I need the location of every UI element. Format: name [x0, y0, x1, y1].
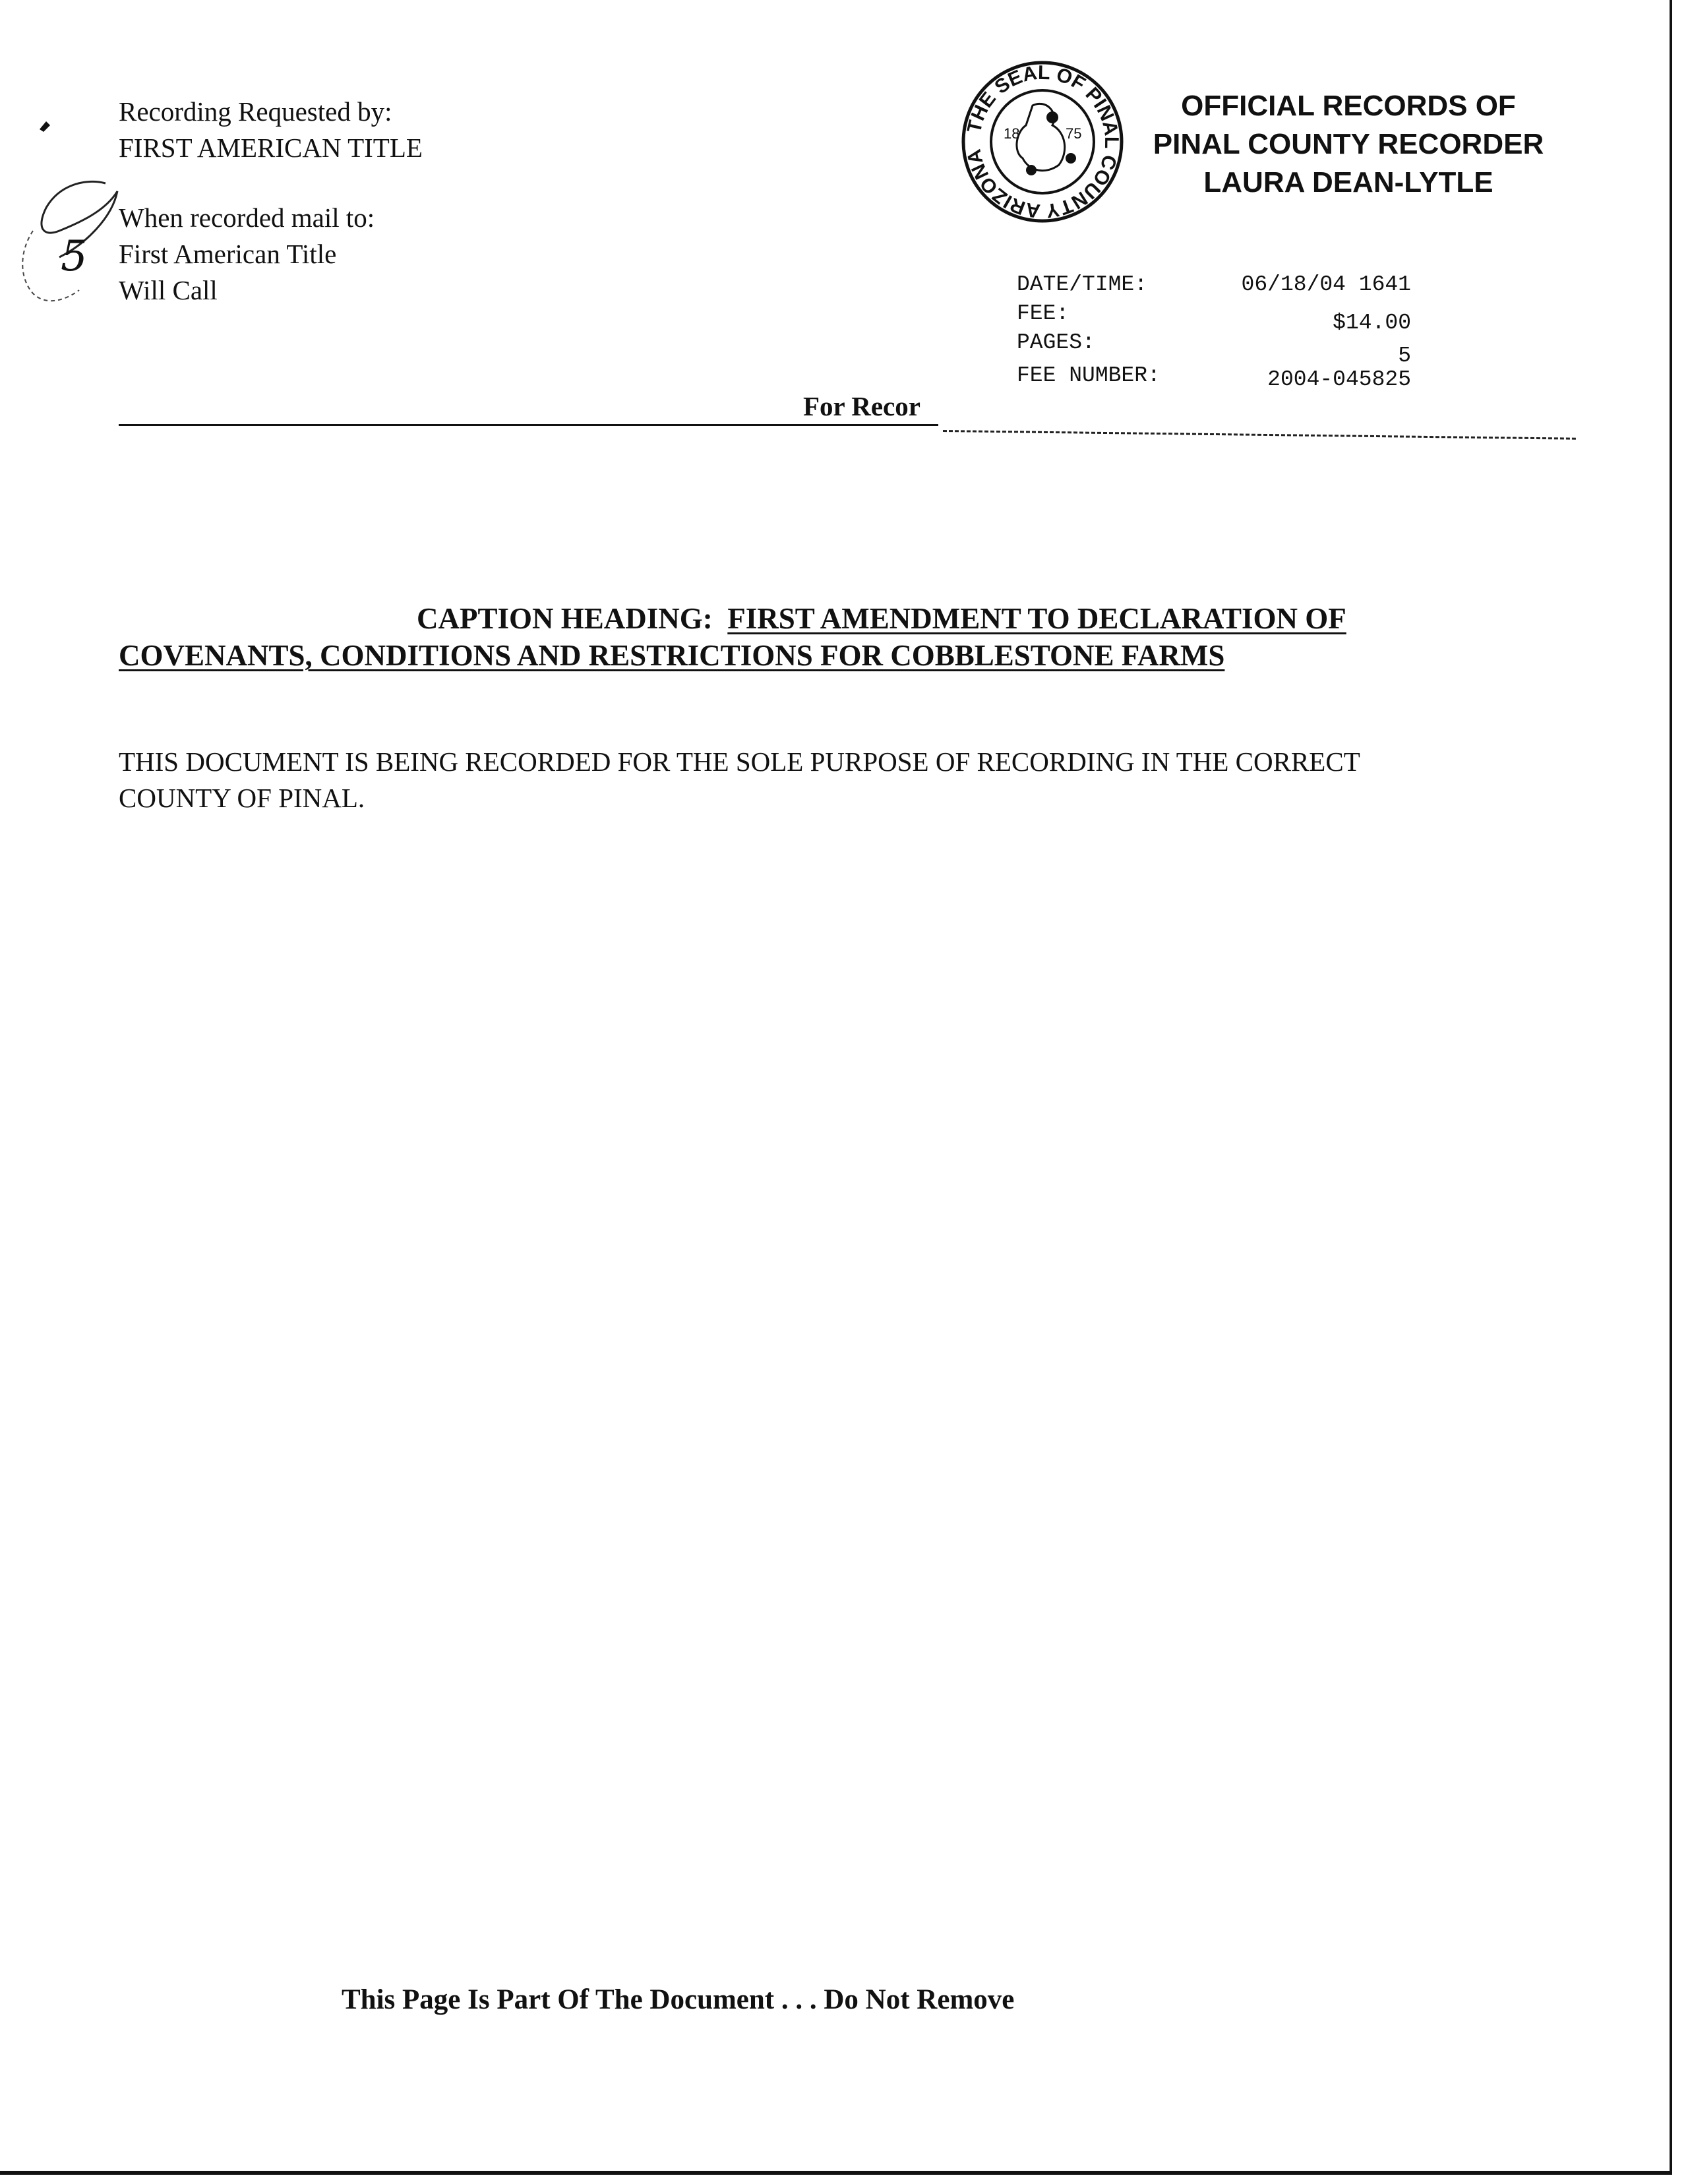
footer-notice: This Page Is Part Of The Document . . . Do Not Remove — [342, 1984, 1015, 2015]
seal-year-left: 18 — [1004, 125, 1020, 142]
caption-label: CAPTION HEADING: — [417, 602, 713, 635]
seal-ring-text: THE SEAL OF PINAL COUNTY ARIZONA — [963, 61, 1123, 222]
requested-by-value: FIRST AMERICAN TITLE — [119, 133, 423, 163]
mail-to-label: When recorded mail to: — [119, 202, 375, 233]
date-time-row — [1017, 270, 1411, 299]
scan-edge-right — [1670, 0, 1672, 2173]
handwritten-annotation-icon — [7, 171, 132, 310]
scan-speck-icon — [37, 119, 53, 135]
pages-row — [1017, 328, 1411, 368]
for-recorder-underline — [803, 424, 938, 426]
header-divider-solid — [119, 424, 804, 426]
seal-year-right: 75 — [1066, 125, 1082, 142]
body-line2: COUNTY OF PINAL. — [119, 783, 365, 813]
requested-by-label: Recording Requested by: — [119, 96, 392, 127]
recorder-title-line1: OFFICIAL RECORDS OF — [1181, 90, 1516, 122]
recorder-title-line3: LAURA DEAN-LYTLE — [1203, 166, 1493, 198]
body-paragraph — [119, 744, 1635, 816]
fee-value: $14.00 — [1333, 311, 1411, 335]
caption-line2 — [119, 637, 1224, 674]
mail-to-line1: First American Title — [119, 239, 337, 269]
for-recorder-label: For Recor — [803, 391, 920, 421]
fee-number-label: FEE NUMBER: — [1017, 363, 1160, 388]
requested-by-block — [119, 94, 423, 166]
county-seal-icon — [960, 59, 1125, 224]
caption-title-line1: FIRST AMENDMENT TO DECLARATION OF — [727, 602, 1346, 635]
header-divider-dashed — [943, 430, 1576, 440]
recorder-title-line2: PINAL COUNTY RECORDER — [1153, 128, 1544, 160]
handwritten-number: 5 — [61, 232, 88, 281]
fee-row — [1017, 299, 1411, 335]
recording-info — [1017, 270, 1411, 390]
fee-label: FEE: — [1017, 301, 1070, 326]
fee-number-value: 2004-045825 — [1267, 367, 1411, 392]
caption-line1 — [417, 600, 1346, 637]
pages-label: PAGES: — [1017, 330, 1095, 355]
date-time-label: DATE/TIME: — [1017, 272, 1148, 297]
fee-number-row — [1017, 361, 1411, 390]
mail-to-line2: Will Call — [119, 275, 218, 305]
scan-edge-bottom — [0, 2171, 1672, 2175]
caption-title-line2: COVENANTS, CONDITIONS AND RESTRICTIONS FOR COBBLESTONE FARMS — [119, 639, 1225, 672]
pages-value: 5 — [1398, 344, 1411, 368]
mail-to-block — [119, 200, 375, 309]
recorder-title — [1118, 87, 1579, 202]
date-time-value: 06/18/04 1641 — [1241, 272, 1411, 297]
body-line1: THIS DOCUMENT IS BEING RECORDED FOR THE SOLE PURPOSE OF RECORDING IN THE CORRECT — [119, 746, 1360, 777]
